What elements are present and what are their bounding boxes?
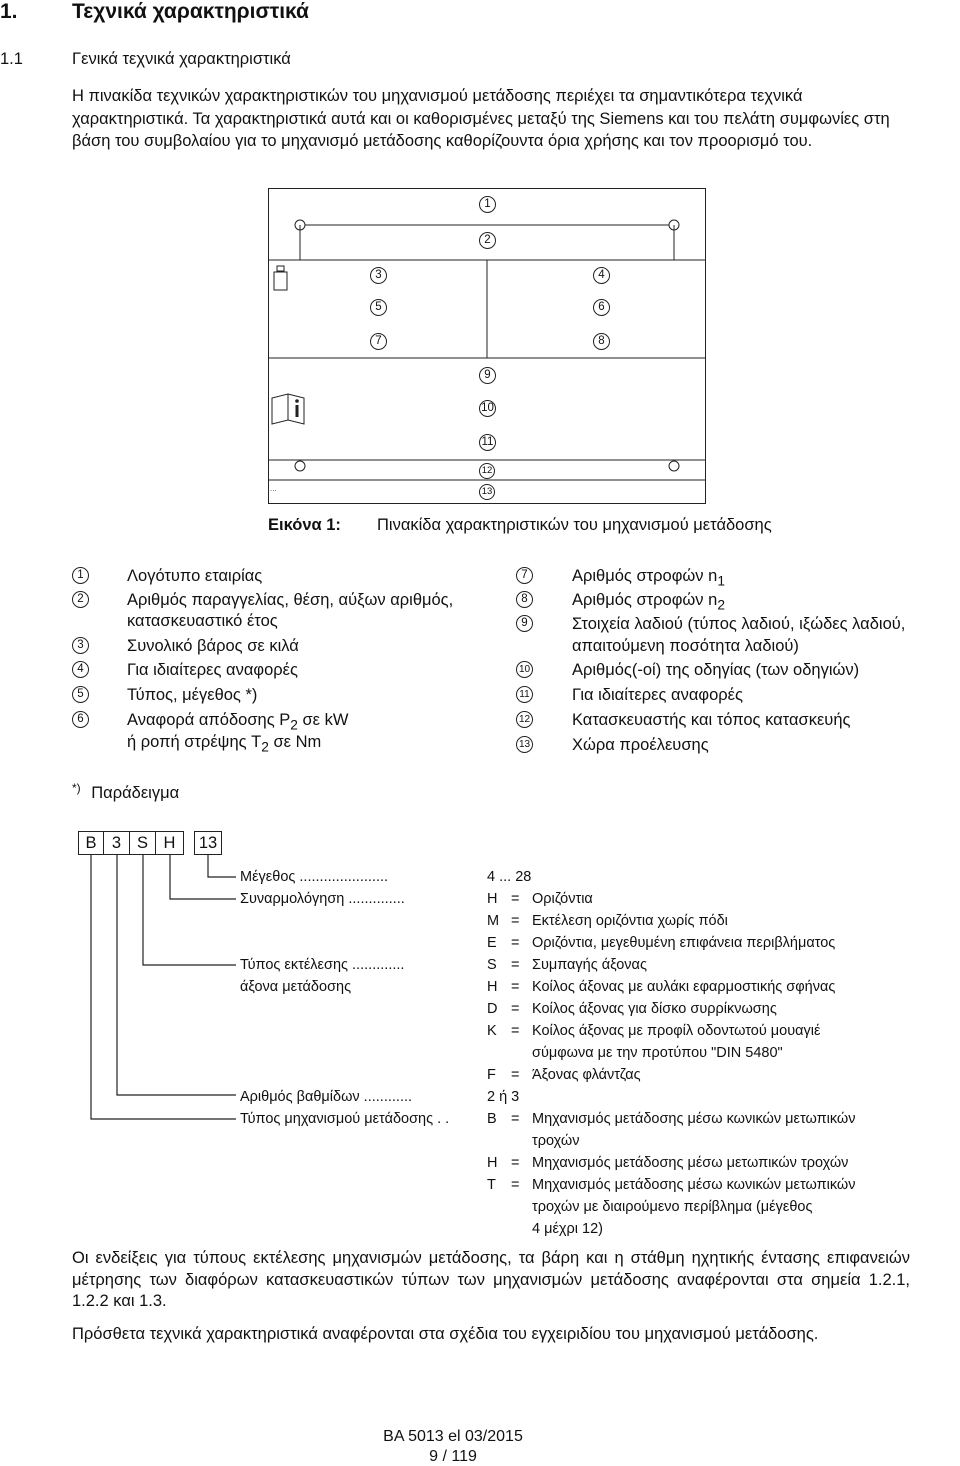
legend-text-cont: ή ροπή στρέψης $T_2$ σε Nm <box>127 733 322 755</box>
nameplate-figure <box>268 188 706 504</box>
code-eq: = <box>511 935 520 951</box>
legend-marker: 7 <box>516 567 533 584</box>
legend-marker: 2 <box>72 591 89 608</box>
code-row: Μέγεθος ...................... <box>240 869 389 885</box>
marker-6: 6 <box>593 299 610 316</box>
code-value: H <box>487 891 498 907</box>
code-row: Τύπος εκτέλεσης ............. <box>240 957 405 973</box>
marker-12: 12 <box>479 463 495 479</box>
info-book-icon <box>272 394 304 424</box>
code-desc: Κοίλος άξονας με αυλάκι εφαρμοστικής σφήνας <box>532 979 836 995</box>
code-eq: = <box>511 1111 520 1127</box>
code-box-stages: 3 <box>103 831 130 855</box>
footer-page-number: 9 / 119 <box>429 1448 477 1465</box>
paragraph-references: Οι ενδείξεις για τύπους εκτέλεσης μηχανισμών μετάδοσης, τα βάρη και η στάθμη ηχητικής έντασης επιφανειών μέτρησης των διαφόρων κατασκευαστικών τύπων των μηχανισμών μετάδοσης αναφέρονται στα σημεία 1.2.1, 1.2.2 και 1.3. <box>72 1249 910 1310</box>
legend-marker: 6 <box>72 711 89 728</box>
legend-text: Κατασκευαστής και τόπος κατασκευής <box>572 711 851 729</box>
code-desc: Μηχανισμός μετάδοσης μέσω μετωπικών τροχών <box>532 1155 849 1171</box>
legend-marker: 13 <box>516 736 533 753</box>
code-eq: = <box>511 1177 520 1193</box>
code-desc: Μηχανισμός μετάδοσης μέσω κωνικών μετωπικών <box>532 1177 856 1193</box>
code-table <box>240 867 920 1237</box>
code-value: D <box>487 1001 498 1017</box>
legend-marker: 4 <box>72 661 89 678</box>
intro-paragraph: Η πινακίδα τεχνικών χαρακτηριστικών του μηχανισμού μετάδοσης περιέχει τα σημαντικότερα τεχνικά χαρακτηριστικά. Τα χαρακτηριστικά αυτά και οι καθορισμένες μεταξύ της Siemens και του πελάτη συμφωνίες στη βάση του συμβολαίου για το μηχανισμό μετάδοσης καθορίζουντα όρια χρήσης και τον προορισμό του. <box>72 87 890 150</box>
code-value: B <box>487 1111 497 1127</box>
footer-document-id: BA 5013 el 03/2015 <box>383 1428 523 1445</box>
code-value: 4 ... 28 <box>487 869 532 885</box>
code-box-mounting: H <box>155 831 184 855</box>
example-heading <box>72 781 180 803</box>
code-value: K <box>487 1023 497 1039</box>
code-box-size: 13 <box>194 831 222 855</box>
marker-7: 7 <box>370 333 387 350</box>
code-row: Τύπος μηχανισμού μετάδοσης . . <box>240 1111 450 1127</box>
code-eq: = <box>511 1023 520 1039</box>
subsection-number: 1.1 <box>0 50 23 68</box>
marker-11: 11 <box>479 434 496 451</box>
code-eq: = <box>511 913 520 929</box>
figure-label: Εικόνα 1: <box>268 516 341 534</box>
plate-corner-text: ... <box>270 484 277 493</box>
code-value: M <box>487 913 500 929</box>
legend-text-cont: κατασκευαστικό έτος <box>127 612 278 630</box>
code-desc: 4 μέχρι 12) <box>532 1221 603 1237</box>
legend-text: Αριθμός στροφών $n_1$ <box>572 567 725 589</box>
legend-text: Αριθμός(-οί) της οδηγίας (των οδηγιών) <box>572 661 860 679</box>
legend-text: Για ιδιαίτερες αναφορές <box>127 661 298 679</box>
code-desc: Οριζόντια <box>532 891 593 907</box>
legend-marker: 1 <box>72 567 89 584</box>
code-desc: Κοίλος άξονας για δίσκο συρρίκνωσης <box>532 1001 777 1017</box>
code-eq: = <box>511 979 520 995</box>
code-desc: Εκτέλεση οριζόντια χωρίς πόδι <box>532 913 728 929</box>
legend-text: Λογότυπο εταιρίας <box>127 567 263 585</box>
code-desc: Μηχανισμός μετάδοσης μέσω κωνικών μετωπικών <box>532 1111 856 1127</box>
code-value: E <box>487 935 497 951</box>
legend-text: Συνολικό βάρος σε κιλά <box>127 637 299 655</box>
code-box-shaft: S <box>129 831 156 855</box>
legend-text-cont: απαιτούμενη ποσότητα λαδιού) <box>572 637 799 655</box>
code-eq: = <box>511 1155 520 1171</box>
code-box-series: B <box>78 831 104 855</box>
paragraph-additional: Πρόσθετα τεχνικά χαρακτηριστικά αναφέρονται στα σχέδια του εγχειριδίου του μηχανισμού μετάδοσης. <box>72 1325 819 1343</box>
marker-2: 2 <box>479 232 496 249</box>
marker-5: 5 <box>370 299 387 316</box>
code-eq: = <box>511 957 520 973</box>
legend-text: Αναφορά απόδοσης $P_2$ σε kW <box>127 711 349 733</box>
code-eq: = <box>511 1001 520 1017</box>
figure-caption: Πινακίδα χαρακτηριστικών του μηχανισμού μετάδοσης <box>377 516 772 534</box>
code-row: Συναρμολόγηση .............. <box>240 891 405 907</box>
legend-marker: 8 <box>516 591 533 608</box>
legend-text: Αριθμός στροφών $n_2$ <box>572 591 725 613</box>
code-desc: σύμφωνα με την προτύπου "DIN 5480" <box>532 1045 783 1061</box>
code-value: T <box>487 1177 496 1193</box>
legend-marker: 11 <box>516 686 533 703</box>
example-label: Παράδειγμα <box>91 784 180 802</box>
marker-4: 4 <box>593 267 610 284</box>
section-number: 1. <box>0 0 18 23</box>
marker-9: 9 <box>479 367 496 384</box>
code-desc: Συμπαγής άξονας <box>532 957 647 973</box>
section-title: Τεχνικά χαρακτηριστικά <box>72 0 309 23</box>
legend-marker: 3 <box>72 637 89 654</box>
legend-text: Για ιδιαίτερες αναφορές <box>572 686 743 704</box>
legend-text: Αριθμός παραγγελίας, θέση, αύξων αριθμός, <box>127 591 454 609</box>
marker-1: 1 <box>479 196 496 213</box>
code-desc: Κοίλος άξονας με προφίλ οδοντωτού μουαγιέ <box>532 1023 821 1039</box>
code-value: H <box>487 979 498 995</box>
marker-8: 8 <box>593 333 610 350</box>
legend-text: Χώρα προέλευσης <box>572 736 709 754</box>
marker-13: 13 <box>479 484 495 500</box>
code-row: Αριθμός βαθμίδων ............ <box>240 1089 413 1105</box>
code-desc: τροχών <box>532 1133 580 1149</box>
code-eq: = <box>511 1067 520 1083</box>
legend-marker: 9 <box>516 615 533 632</box>
subsection-heading <box>0 50 291 69</box>
section-heading <box>0 0 309 24</box>
code-value: 2 ή 3 <box>487 1089 520 1105</box>
legend-text: Τύπος, μέγεθος *) <box>127 686 258 704</box>
code-value: S <box>487 957 497 973</box>
code-row: άξονα μετάδοσης <box>240 979 352 995</box>
marker-3: 3 <box>370 267 387 284</box>
subsection-title: Γενικά τεχνικά χαρακτηριστικά <box>72 50 291 68</box>
legend-text: Στοιχεία λαδιού (τύπος λαδιού, ιξώδες λαδιού, <box>572 615 906 633</box>
example-mark: *) <box>72 781 81 795</box>
marker-10: 10 <box>479 400 496 417</box>
code-desc: τροχών με διαιρούμενο περίβλημα (μέγεθος <box>532 1199 813 1215</box>
code-eq: = <box>511 891 520 907</box>
legend-marker: 5 <box>72 686 89 703</box>
code-desc: Άξονας φλάντζας <box>532 1067 641 1083</box>
code-value: F <box>487 1067 496 1083</box>
legend-marker: 10 <box>516 661 533 678</box>
code-desc: Οριζόντια, μεγεθυμένη επιφάνεια περιβλήματος <box>532 935 836 951</box>
code-connector-lines <box>80 855 240 1135</box>
legend-marker: 12 <box>516 711 533 728</box>
code-value: H <box>487 1155 498 1171</box>
